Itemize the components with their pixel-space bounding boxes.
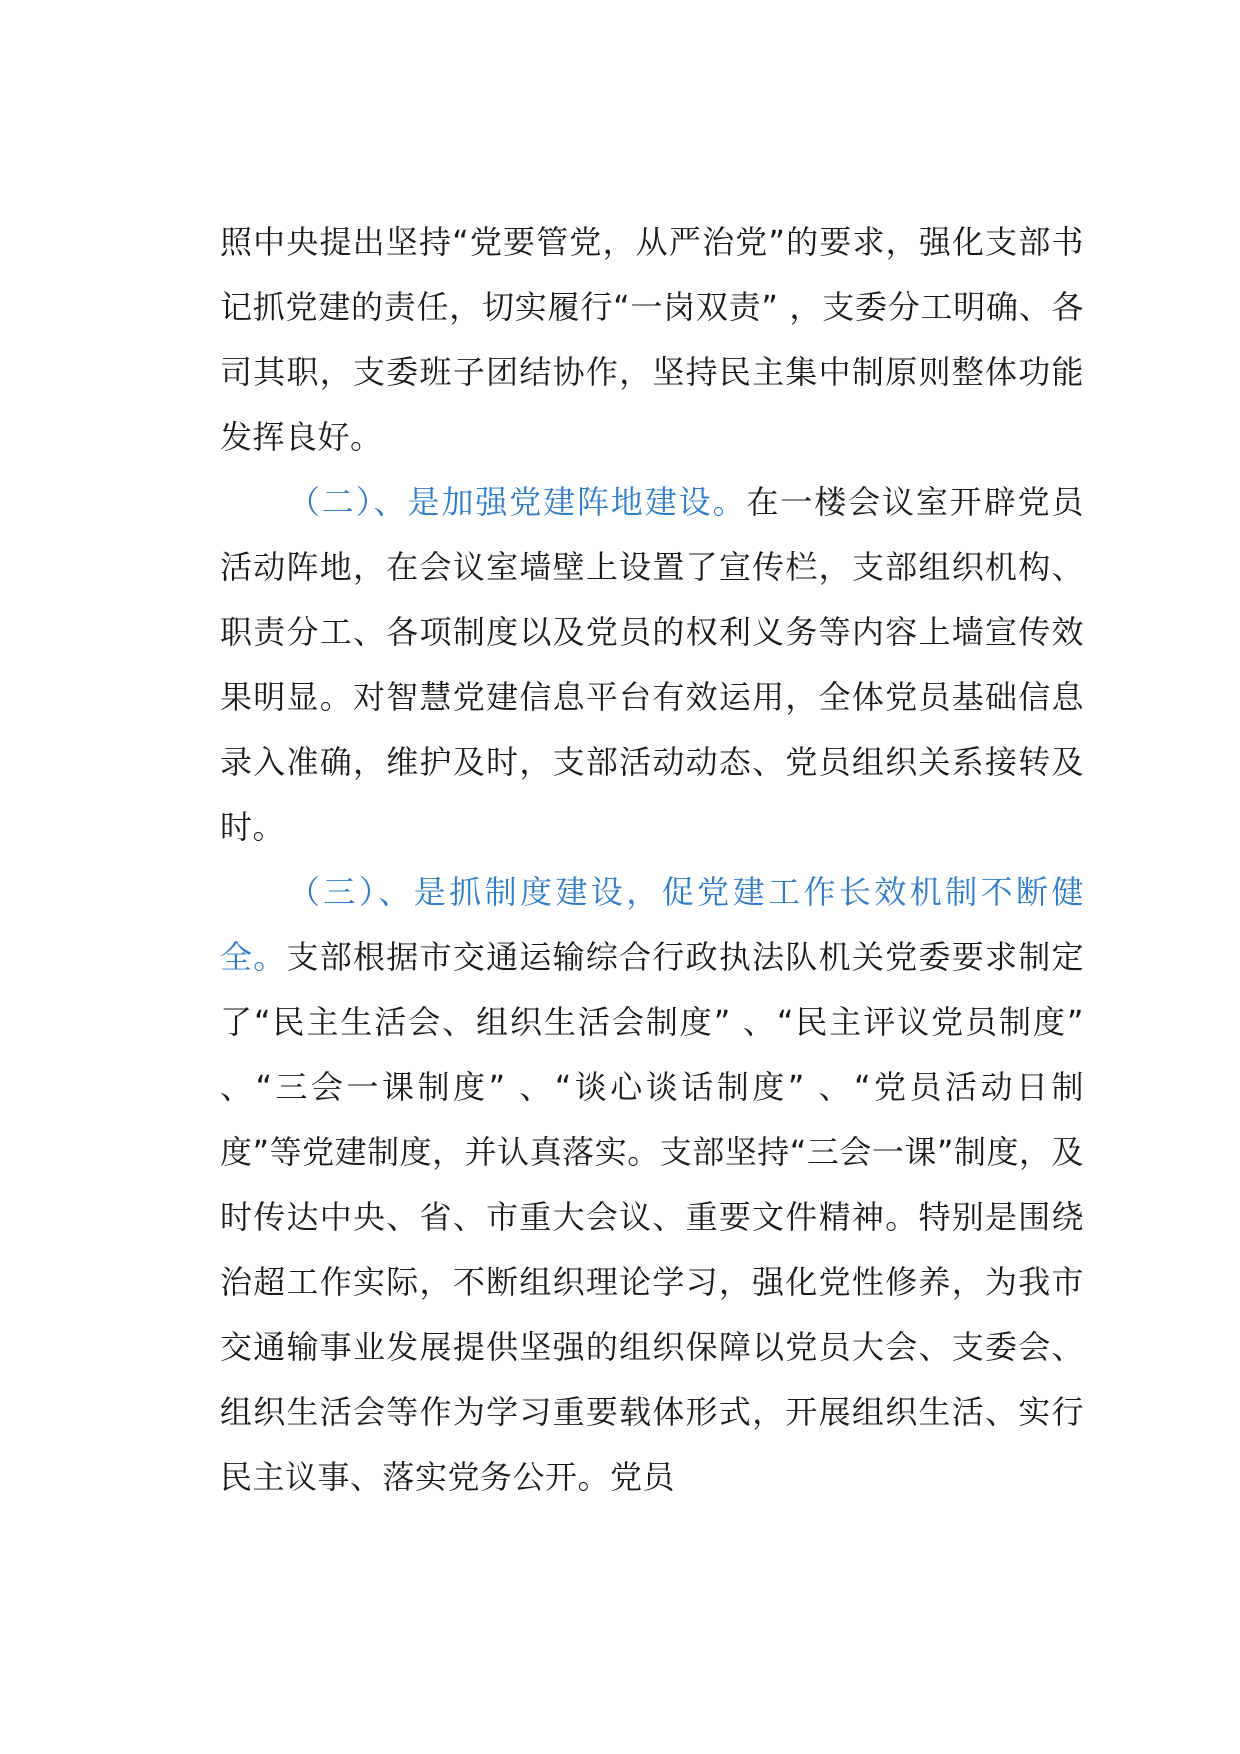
document-body bbox=[220, 210, 1084, 1510]
paragraph-section-2 bbox=[220, 470, 1084, 860]
section-heading: （二）、是加强党建阵地建设。 bbox=[288, 483, 747, 521]
section-heading: （三）、是抓制度建设，促党建工作长效机制不断健全。 bbox=[220, 873, 1084, 976]
paragraph-text: 支部根据市交通运输综合行政执法队机关党委要求制定了“民主生活会、组织生活会制度” 、“民主评议党员制度” 、“三会一课制度” 、“谈心谈话制度” 、“党员活动日制度”等党建制度，并认真落实。支部坚持“三会一课”制度，及时传达中央、省、市重大会议、重要文件精神。特别是围绕治超工作实际，不断组织理论学习，强化党性修养，为我市交通输事业发展提供坚强的组织保障以党员大会、支委会、组织生活会等作为学习重要载体形式，开展组织生活、实行民主议事、落实党务公开。党员 bbox=[220, 938, 1084, 1496]
paragraph-continuation bbox=[220, 210, 1084, 470]
paragraph-text: 照中央提出坚持“党要管党，从严治党”的要求，强化支部书记抓党建的责任，切实履行“一岗双责” ，支委分工明确、各司其职，支委班子团结协作，坚持民主集中制原则整体功能发挥良好。 bbox=[220, 223, 1084, 456]
paragraph-text: 在一楼会议室开辟党员活动阵地，在会议室墙壁上设置了宣传栏，支部组织机构、职责分工、各项制度以及党员的权利义务等内容上墙宣传效果明显。对智慧党建信息平台有效运用，全体党员基础信息录入准确，维护及时，支部活动动态、党员组织关系接转及时。 bbox=[220, 483, 1084, 846]
paragraph-section-3 bbox=[220, 860, 1084, 1510]
